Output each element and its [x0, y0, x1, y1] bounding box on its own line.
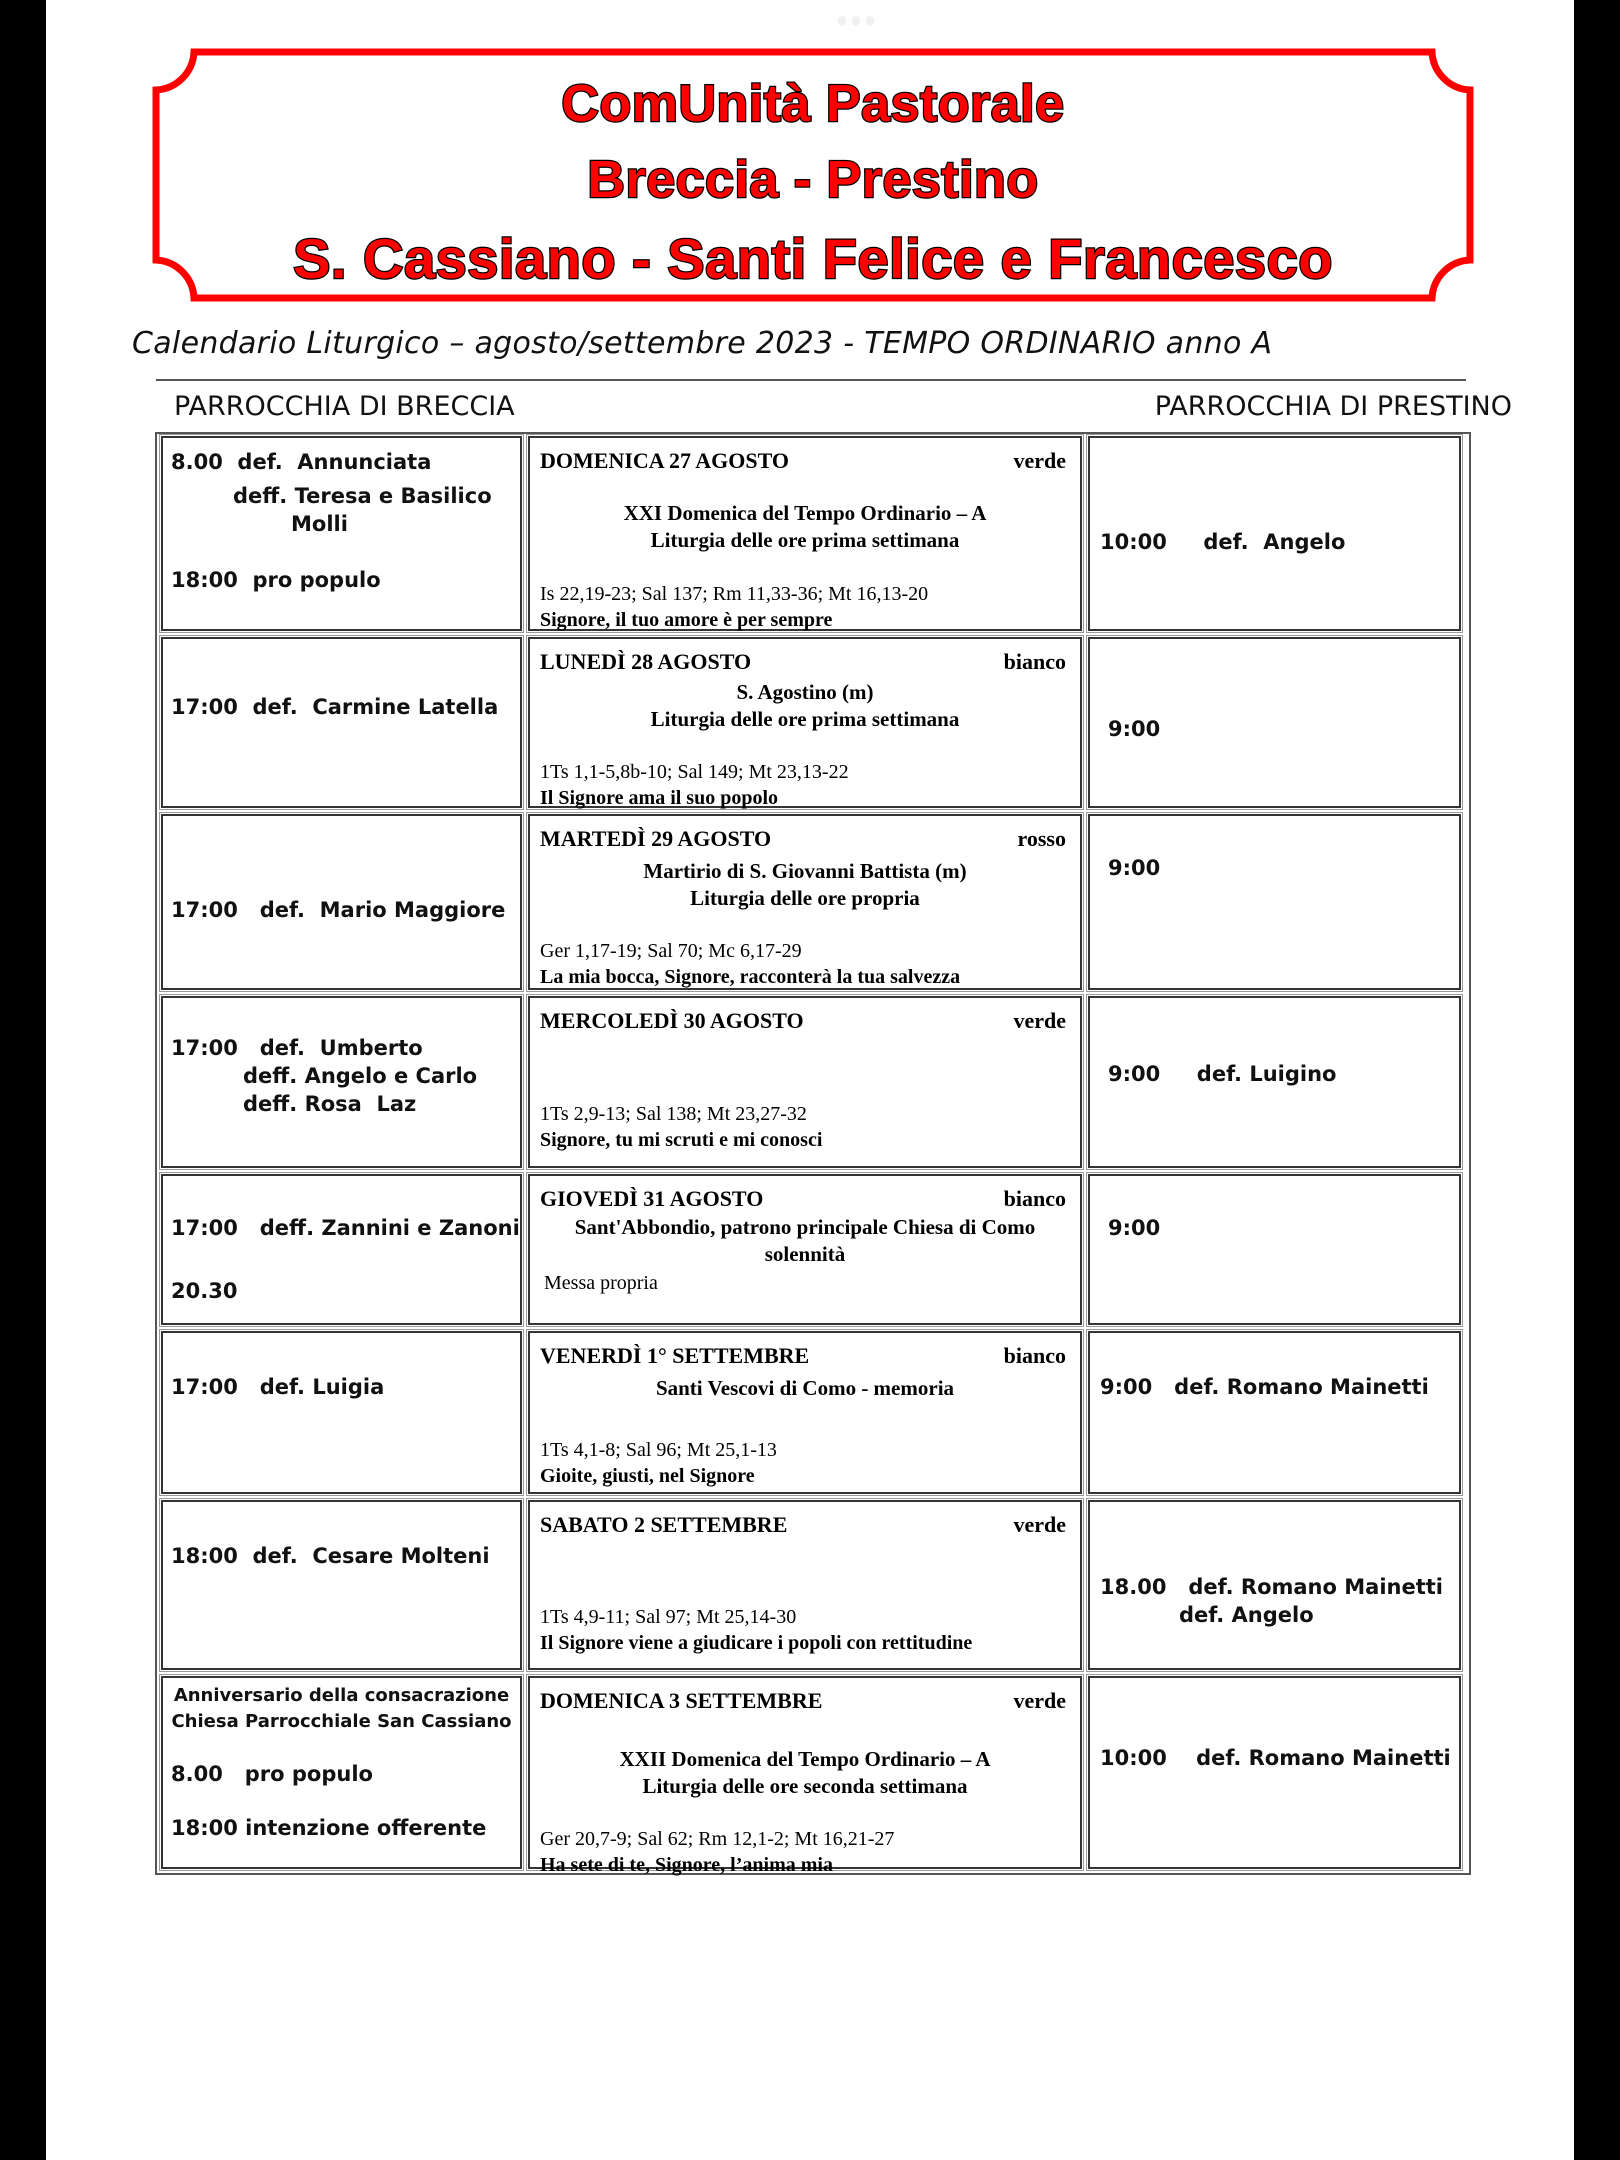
prestino-mass-line: 10:00 def. Angelo [1100, 530, 1346, 554]
psalm-response: La mia bocca, Signore, racconterà la tua salvezza [540, 966, 961, 988]
prestino-mass-cell [1088, 436, 1461, 631]
day-label: MARTEDÌ 29 AGOSTO [540, 826, 772, 851]
breccia-mass-cell [161, 1676, 522, 1869]
liturgy-title: solennità [764, 1242, 846, 1266]
table-row [159, 1674, 1467, 1876]
page-handle-icon[interactable] [833, 16, 879, 26]
liturgy-cell [528, 1174, 1082, 1325]
liturgy-cell [528, 1676, 1082, 1876]
psalm-response: Ha sete di te, Signore, l’anima mia [540, 1854, 833, 1876]
divider [156, 379, 1466, 381]
liturgy-cell [528, 814, 1082, 990]
breccia-mass-cell [161, 814, 522, 990]
liturgy-title: Liturgia delle ore propria [690, 886, 920, 910]
calendar-subtitle: Calendario Liturgico – agosto/settembre 2023 - TEMPO ORDINARIO anno A [132, 326, 1273, 361]
liturgy-title: S. Agostino (m) [736, 680, 874, 704]
psalm-response: Il Signore ama il suo popolo [540, 787, 779, 809]
table-row [159, 635, 1467, 810]
breccia-mass-line: Chiesa Parrocchiale San Cassiano [171, 1711, 512, 1732]
day-label: DOMENICA 3 SETTEMBRE [540, 1688, 823, 1713]
day-label: LUNEDÌ 28 AGOSTO [540, 649, 752, 674]
day-label: SABATO 2 SETTEMBRE [540, 1512, 788, 1537]
readings: Messa propria [544, 1272, 658, 1294]
breccia-mass-line: deff. Teresa e Basilico [233, 484, 492, 508]
readings: Ger 20,7-9; Sal 62; Rm 12,1-2; Mt 16,21-27 [540, 1828, 895, 1850]
liturgical-color: bianco [1003, 1343, 1066, 1368]
day-label: VENERDÌ 1° SETTEMBRE [540, 1343, 810, 1368]
psalm-response: Signore, tu mi scruti e mi conosci [540, 1129, 823, 1151]
psalm-response: Il Signore viene a giudicare i popoli con rettitudine [540, 1632, 973, 1654]
breccia-mass-line: 18:00 intenzione offerente [171, 1816, 487, 1840]
breccia-mass-cell [161, 1174, 522, 1325]
breccia-mass-line: Molli [291, 512, 348, 536]
breccia-mass-line: 18:00 def. Cesare Molteni [171, 1544, 490, 1568]
prestino-mass-cell [1088, 637, 1461, 808]
breccia-mass-line: deff. Rosa Laz [243, 1092, 417, 1116]
prestino-mass-cell [1088, 814, 1461, 990]
prestino-mass-line: 9:00 def. Luigino [1108, 1062, 1337, 1086]
parish-label-prestino: PARROCCHIA DI PRESTINO [1154, 391, 1512, 422]
liturgy-title: Liturgia delle ore seconda settimana [642, 1774, 968, 1798]
liturgy-title: Sant'Abbondio, patrono principale Chiesa di Como [574, 1215, 1036, 1239]
liturgy-title: Martirio di S. Giovanni Battista (m) [643, 859, 967, 883]
parish-label-breccia: PARROCCHIA DI BRECCIA [174, 391, 515, 422]
prestino-mass-cell [1088, 1331, 1461, 1494]
prestino-mass-line: 18.00 def. Romano Mainetti [1100, 1575, 1443, 1599]
liturgy-cell [528, 637, 1082, 808]
readings: Is 22,19-23; Sal 137; Rm 11,33-36; Mt 16,13-20 [540, 583, 929, 605]
liturgy-title: XXII Domenica del Tempo Ordinario – A [619, 1747, 991, 1771]
liturgical-color: verde [1013, 1688, 1066, 1713]
prestino-mass-cell [1088, 1174, 1461, 1325]
breccia-mass-line: Anniversario della consacrazione [173, 1685, 510, 1706]
breccia-mass-line: 8.00 pro populo [171, 1762, 373, 1786]
table-row [159, 1172, 1467, 1327]
prestino-mass-cell [1088, 1500, 1461, 1670]
prestino-mass-cell [1088, 1676, 1461, 1869]
breccia-mass-cell [161, 637, 522, 808]
breccia-mass-cell [161, 1500, 522, 1670]
banner-title-line-3: S. Cassiano - Santi Felice e Francesco [293, 227, 1333, 290]
breccia-mass-cell [161, 1331, 522, 1494]
prestino-mass-line: 9:00 [1108, 717, 1161, 741]
banner-title-line-2: Breccia - Prestino [587, 151, 1039, 209]
table-row [159, 994, 1467, 1170]
liturgical-color: verde [1013, 448, 1066, 473]
breccia-mass-cell [161, 996, 522, 1168]
liturgical-color: bianco [1003, 649, 1066, 674]
prestino-mass-line: def. Angelo [1179, 1603, 1314, 1627]
readings: Ger 1,17-19; Sal 70; Mc 6,17-29 [540, 940, 802, 962]
breccia-mass-line: 18:00 pro populo [171, 568, 381, 592]
liturgy-title: Liturgia delle ore prima settimana [650, 707, 960, 731]
day-label: DOMENICA 27 AGOSTO [540, 448, 789, 473]
table-row [159, 812, 1467, 992]
title-banner [150, 46, 1476, 304]
psalm-response: Gioite, giusti, nel Signore [540, 1465, 755, 1487]
breccia-mass-line: 17:00 deff. Zannini e Zanoni [171, 1216, 520, 1240]
prestino-mass-line: 9:00 def. Romano Mainetti [1100, 1375, 1429, 1399]
readings: 1Ts 2,9-13; Sal 138; Mt 23,27-32 [540, 1103, 807, 1125]
liturgy-cell [528, 996, 1082, 1168]
prestino-mass-line: 10:00 def. Romano Mainetti [1100, 1746, 1451, 1770]
liturgy-title: Liturgia delle ore prima settimana [650, 528, 960, 552]
document-page [46, 0, 1574, 2160]
table-row [159, 1329, 1467, 1496]
breccia-mass-line: 17:00 def. Luigia [171, 1375, 385, 1399]
liturgy-cell [528, 1500, 1082, 1670]
banner-title-line-1: ComUnità Pastorale [561, 75, 1065, 133]
breccia-mass-line: 17:00 def. Carmine Latella [171, 695, 499, 719]
day-label: MERCOLEDÌ 30 AGOSTO [540, 1008, 804, 1033]
table-row [159, 1498, 1467, 1672]
breccia-mass-line: 17:00 def. Umberto [171, 1036, 423, 1060]
breccia-mass-cell [161, 436, 522, 631]
readings: 1Ts 4,1-8; Sal 96; Mt 25,1-13 [540, 1439, 777, 1461]
prestino-mass-line: 9:00 [1108, 856, 1161, 880]
schedule-table [155, 432, 1471, 1875]
readings: 1Ts 1,1-5,8b-10; Sal 149; Mt 23,13-22 [540, 761, 849, 783]
readings: 1Ts 4,9-11; Sal 97; Mt 25,14-30 [540, 1606, 797, 1628]
liturgical-color: verde [1013, 1512, 1066, 1537]
liturgical-color: verde [1013, 1008, 1066, 1033]
liturgical-color: rosso [1017, 826, 1066, 851]
liturgical-color: bianco [1003, 1186, 1066, 1211]
psalm-response: Signore, il tuo amore è per sempre [540, 609, 833, 631]
breccia-mass-line: 20.30 [171, 1279, 238, 1303]
day-label: GIOVEDÌ 31 AGOSTO [540, 1186, 764, 1211]
prestino-mass-line: 9:00 [1108, 1216, 1161, 1240]
breccia-mass-line: 17:00 def. Mario Maggiore [171, 898, 506, 922]
liturgy-cell [528, 1331, 1082, 1494]
table-row [159, 434, 1467, 633]
prestino-mass-cell [1088, 996, 1461, 1168]
liturgy-cell [528, 436, 1082, 631]
breccia-mass-line: deff. Angelo e Carlo [243, 1064, 478, 1088]
liturgy-title: XXI Domenica del Tempo Ordinario – A [623, 501, 987, 525]
liturgy-title: Santi Vescovi di Como - memoria [655, 1376, 955, 1400]
breccia-mass-line: 8.00 def. Annunciata [171, 450, 432, 474]
